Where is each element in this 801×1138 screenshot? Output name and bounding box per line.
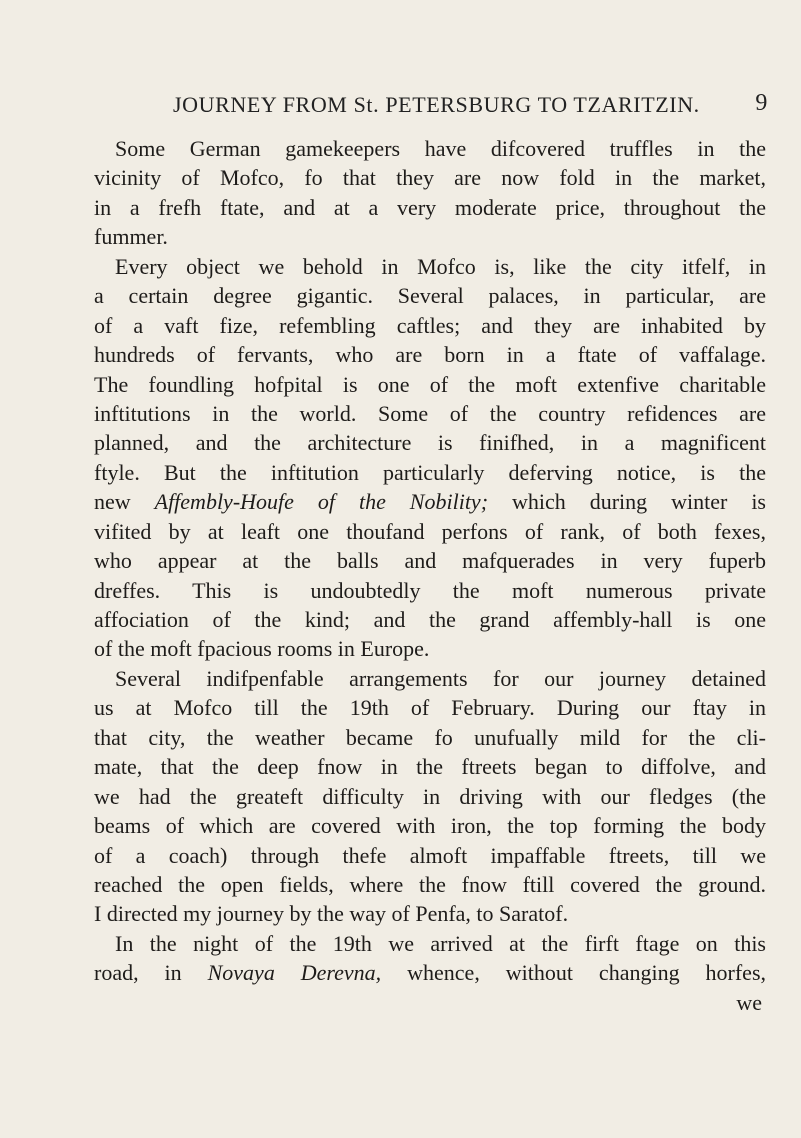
text-line: of the moft fpacious rooms in Europe. (94, 636, 430, 662)
catchword: we (736, 989, 762, 1015)
text-line: beams of which are covered with iron, the top forming the body (94, 813, 766, 839)
text-line: who appear at the balls and mafquerades in very fuperb (94, 548, 766, 574)
running-head-title: JOURNEY FROM St. PETERSBURG TO TZARITZIN. (173, 92, 700, 117)
text-line: ftyle. But the inftitution particularly deferving notice, is the (94, 459, 766, 485)
text-line: In the night of the 19th we arrived at the firft ftage on this (115, 930, 766, 956)
text-line: mate, that the deep fnow in the ftreets began to diffolve, and (94, 754, 766, 780)
text-line: hundreds of fervants, who are born in a ftate of vaffalage. (94, 342, 766, 368)
italic-place-name: Novaya Derevna, (207, 960, 382, 986)
text-line: a certain degree gigantic. Several palaces, in particular, are (94, 283, 766, 309)
text-line (94, 487, 766, 516)
text-line: The foundling hofpital is one of the moft extenfive charitable (94, 371, 766, 397)
text-line: dreffes. This is undoubtedly the moft numerous private (94, 577, 766, 603)
text-line: us at Mofco till the 19th of February. During our ftay in (94, 695, 766, 721)
text-line: we had the greateft difficulty in driving with our fledges (the (94, 783, 766, 809)
italic-title: Affembly-Houfe of the Nobility; (154, 489, 489, 515)
text-line: vicinity of Mofco, fo that they are now fold in the market, (94, 165, 766, 191)
text-line: fummer. (94, 224, 168, 250)
text-line: of a coach) through thefe almoft impaffable ftreets, till we (94, 842, 766, 868)
page-number: 9 (755, 90, 768, 116)
text-line: Every object we behold in Mofco is, like the city itfelf, in (115, 253, 766, 279)
text-line: of a vaft fize, refembling caftles; and they are inhabited by (94, 312, 766, 338)
text-line: Several indifpenfable arrangements for our journey detained (115, 665, 766, 691)
text-line: vifited by at leaft one thoufand perfons of rank, of both fexes, (94, 518, 766, 544)
text-line: Some German gamekeepers have difcovered truffles in the (115, 136, 766, 161)
running-head (173, 92, 768, 122)
text-segment: new (94, 489, 155, 515)
text-line (94, 958, 766, 987)
body-text (94, 134, 766, 1017)
text-line: in a frefh ftate, and at a very moderate price, throughout the (94, 194, 766, 220)
text-line: I directed my journey by the way of Penfa, to Saratof. (94, 901, 569, 927)
text-segment: whence, without changing horfes, (381, 960, 766, 986)
text-line: affociation of the kind; and the grand affembly-hall is one (94, 607, 766, 632)
text-segment: which during winter is (488, 489, 766, 515)
text-line: that city, the weather became fo unufually mild for the cli- (94, 724, 766, 750)
text-line: planned, and the architecture is finifhed, in a magnificent (94, 430, 766, 456)
text-line: reached the open fields, where the fnow ftill covered the ground. (94, 871, 766, 897)
text-line: inftitutions in the world. Some of the country refidences are (94, 400, 766, 426)
text-segment: road, in (94, 960, 208, 986)
